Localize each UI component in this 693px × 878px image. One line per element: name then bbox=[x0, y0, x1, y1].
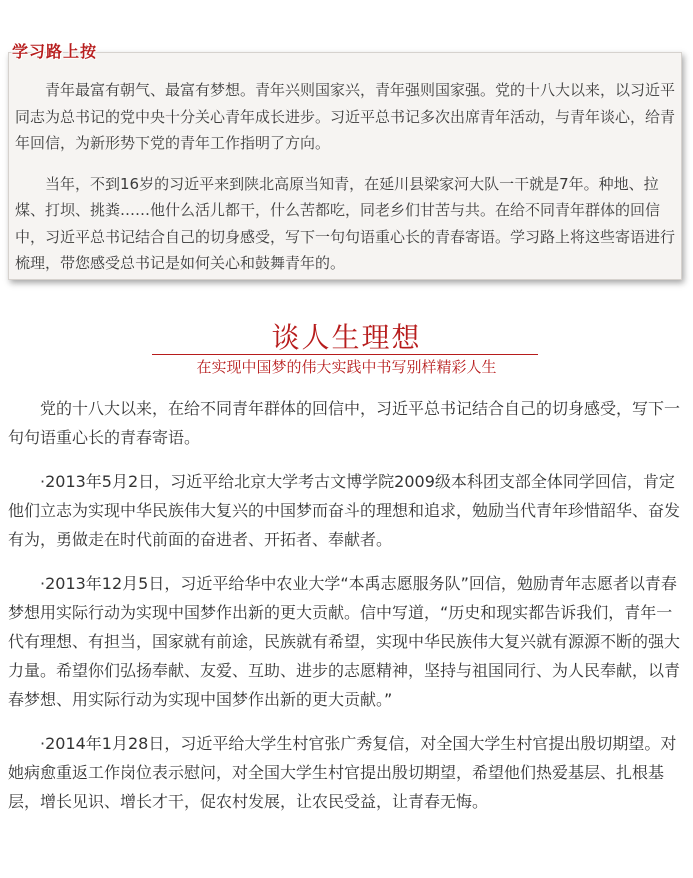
section-title: 谈人生理想 bbox=[271, 321, 422, 354]
title-divider bbox=[152, 354, 538, 355]
body-paragraph: ·2013年5月2日，习近平给北京大学考古文博学院2009级本科团支部全体同学回信，肯定他们立志为实现中华民族伟大复兴的中国梦而奋斗的理想和追求，勉励当代青年珍惜韶华、奋发有为，勇做走在时代前面的奋进者、开拓者、奉献者。 bbox=[8, 472, 681, 549]
intro-paragraph: 当年，不到16岁的习近平来到陕北高原当知青，在延川县梁家河大队一干就是7年。种地、拉煤、打坝、挑粪……他什么活儿都干，什么苦都吃，同老乡们甘苦与共。在给不同青年群体的回信中，习近平总书记结合自己的切身感受，写下一句句语重心长的青春寄语。学习路上将这些寄语进行梳理，带您感受总书记是如何关心和鼓舞青年的。 bbox=[15, 174, 676, 272]
intro-box bbox=[8, 52, 682, 280]
body-paragraph: ·2013年12月5日，习近平给华中农业大学“本禹志愿服务队”回信，勉励青年志愿者以青春梦想用实际行动为实现中国梦作出新的更大贡献。信中写道，“历史和现实都告诉我们，青年一代有理想、有担当，国家就有前途，民族就有希望，实现中华民族伟大复兴就有源源不断的强大力量。希望你们弘扬奉献、友爱、互助、进步的志愿精神，坚持与祖国同行、为人民奉献，以青春梦想、用实际行动为实现中国梦作出新的更大贡献。” bbox=[8, 574, 681, 709]
article-body bbox=[8, 394, 686, 831]
body-paragraph: ·2014年1月28日，习近平给大学生村官张广秀复信，对全国大学生村官提出殷切期望。对她病愈重返工作岗位表示慰问，对全国大学生村官提出殷切期望，希望他们热爱基层、扎根基层，增长见识、增长才干，促农村发展，让农民受益，让青春无悔。 bbox=[8, 734, 677, 811]
section-badge: 学习路上按 bbox=[12, 42, 98, 61]
body-paragraph: 党的十八大以来，在给不同青年群体的回信中，习近平总书记结合自己的切身感受，写下一句句语重心长的青春寄语。 bbox=[8, 399, 681, 447]
section-subtitle: 在实现中国梦的伟大实践中书写别样精彩人生 bbox=[196, 358, 497, 376]
intro-paragraph: 青年最富有朝气、最富有梦想。青年兴则国家兴，青年强则国家强。党的十八大以来，以习近平同志为总书记的党中央十分关心青年成长进步。习近平总书记多次出席青年活动，与青年谈心，给青年回信，为新形势下党的青年工作指明了方向。 bbox=[15, 81, 676, 152]
